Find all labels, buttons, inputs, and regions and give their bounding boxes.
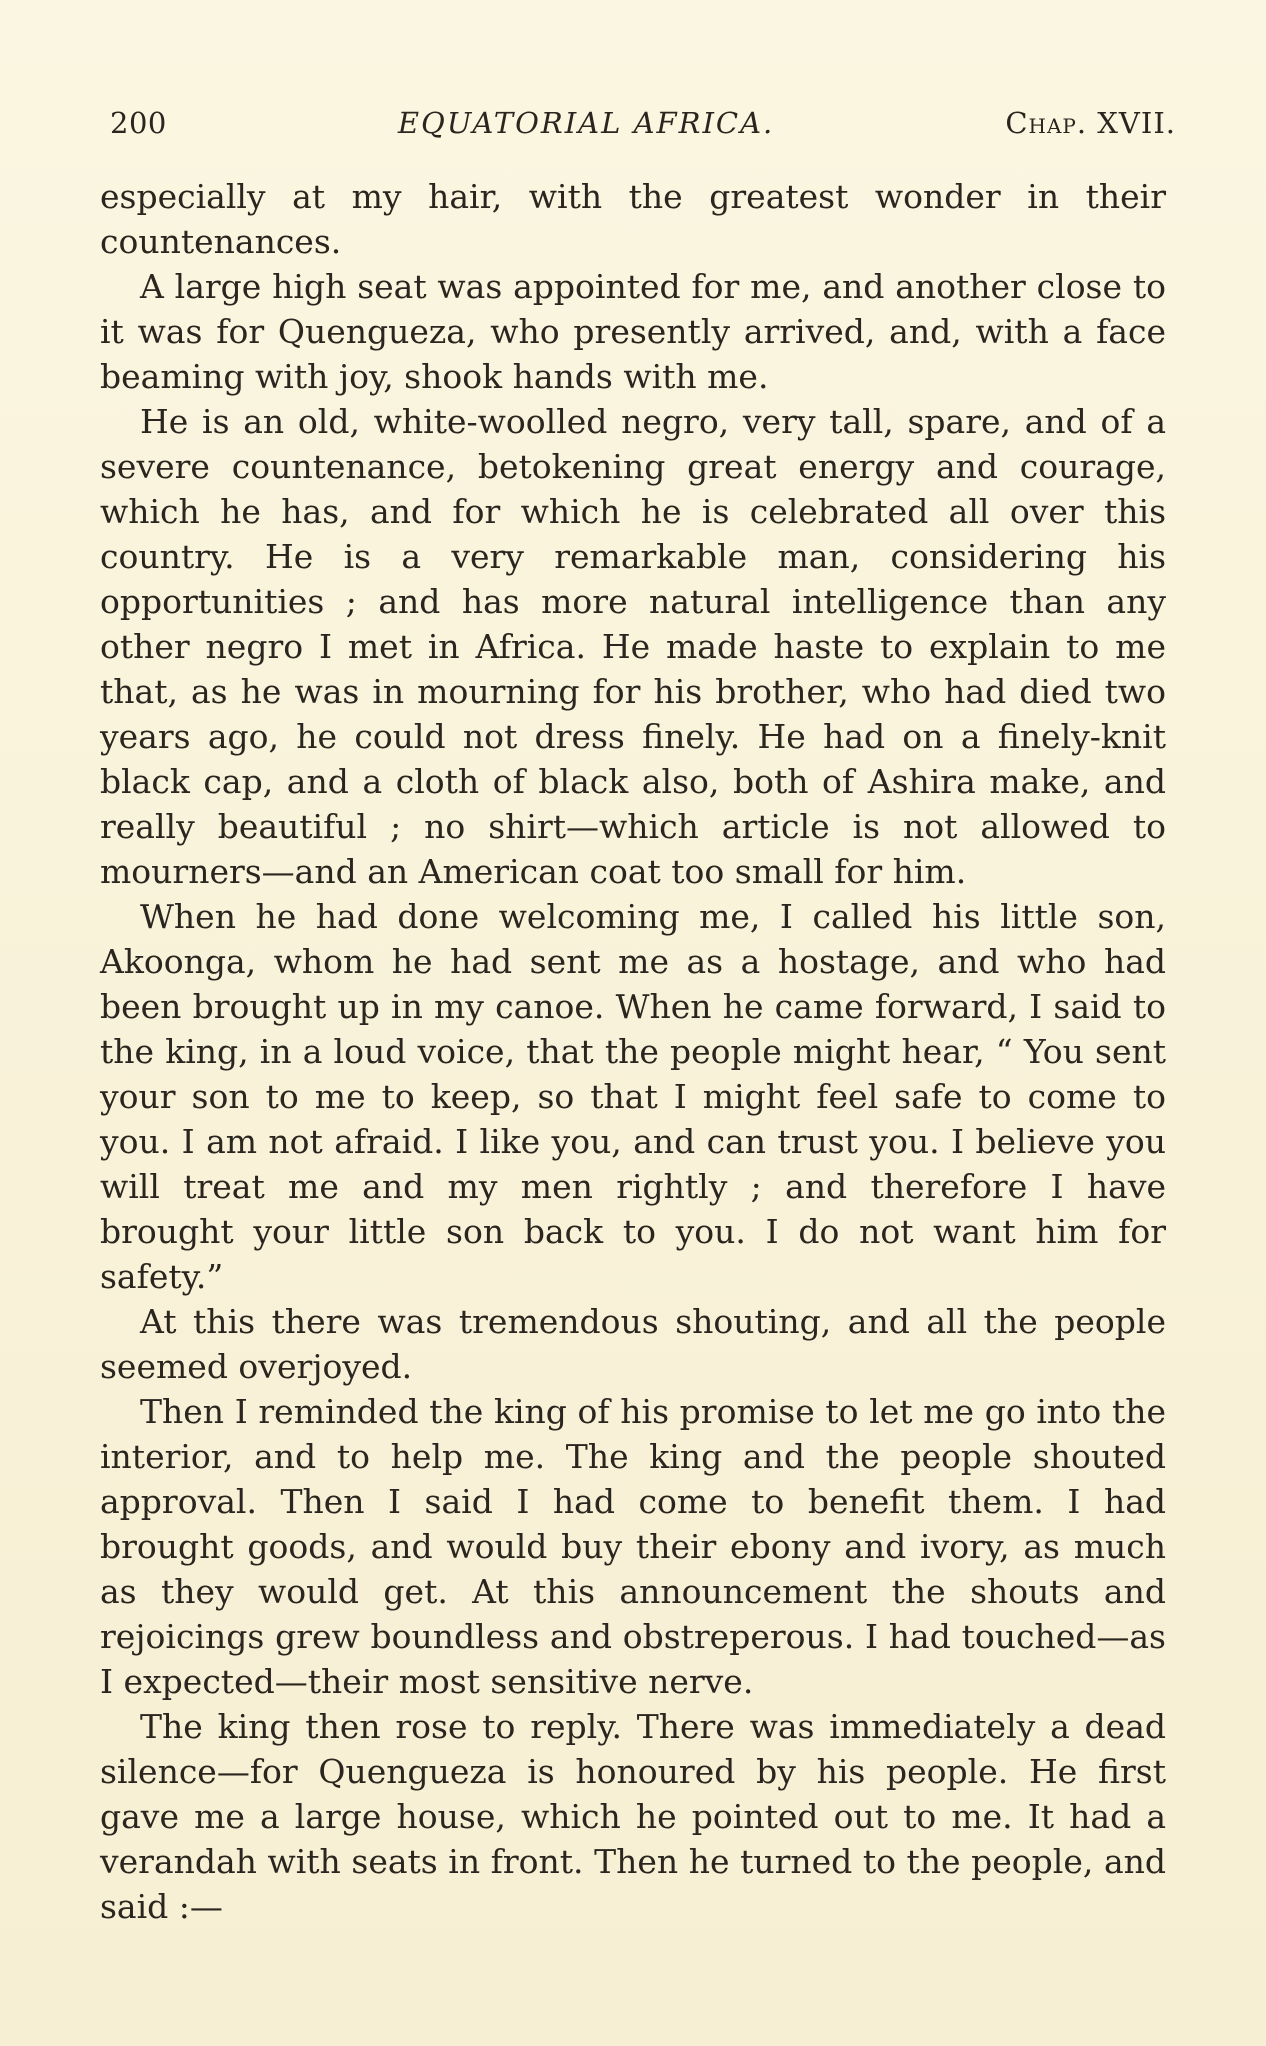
paragraph: At this there was tremendous shouting, and all the people seemed overjoyed. — [100, 1302, 1166, 1386]
paragraph: When he had done welcoming me, I called his little son, Akoonga, whom he had sent me as a hostage, and who had been brought up in my canoe. When he came forward, I said to the king, in a loud voice, that the people might hear, “ You sent your son to me to keep, so that I might feel safe to come to you. I am not afraid. I like you, and can trust you. I believe you will treat me and my men rightly ; and therefore I have brought your little son back to you. I do not want him for safety.” — [100, 897, 1166, 1296]
running-head — [110, 106, 1176, 146]
paragraph-continued: especially at my hair, with the greatest wonder in their countenances. — [100, 177, 1166, 261]
chapter-label: Chap. XVII. — [1005, 106, 1176, 140]
page-number: 200 — [110, 106, 167, 140]
paragraph: The king then rose to reply. There was immediately a dead silence—for Quengueza is honoured by his people. He first gave me a large house, which he pointed out to me. It had a verandah with seats in front. Then he turned to the people, and said :— — [100, 1707, 1166, 1926]
paragraph: Then I reminded the king of his promise to let me go into the interior, and to help me. The king and the people shouted approval. Then I said I had come to benefit them. I had brought goods, and would buy their ebony and ivory, as much as they would get. At this announcement the shouts and rejoicings grew boundless and obstreperous. I had touched—as I expected—their most sensitive nerve. — [100, 1392, 1166, 1701]
running-title: EQUATORIAL AFRICA. — [397, 106, 775, 140]
paragraph: He is an old, white-woolled negro, very tall, spare, and of a severe countenance, betokening great energy and courage, which he has, and for which he is celebrated all over this country. He is a very remarkable man, considering his opportunities ; and has more natural intelligence than any other negro I met in Africa. He made haste to explain to me that, as he was in mourning for his brother, who had died two years ago, he could not dress finely. He had on a finely-knit black cap, and a cloth of black also, both of Ashira make, and really beautiful ; no shirt—which article is not allowed to mourners—and an American coat too small for him. — [100, 402, 1166, 891]
body-text — [100, 174, 1166, 1929]
paragraph: A large high seat was appointed for me, and another close to it was for Quengueza, who presently arrived, and, with a face beaming with joy, shook hands with me. — [100, 267, 1166, 396]
